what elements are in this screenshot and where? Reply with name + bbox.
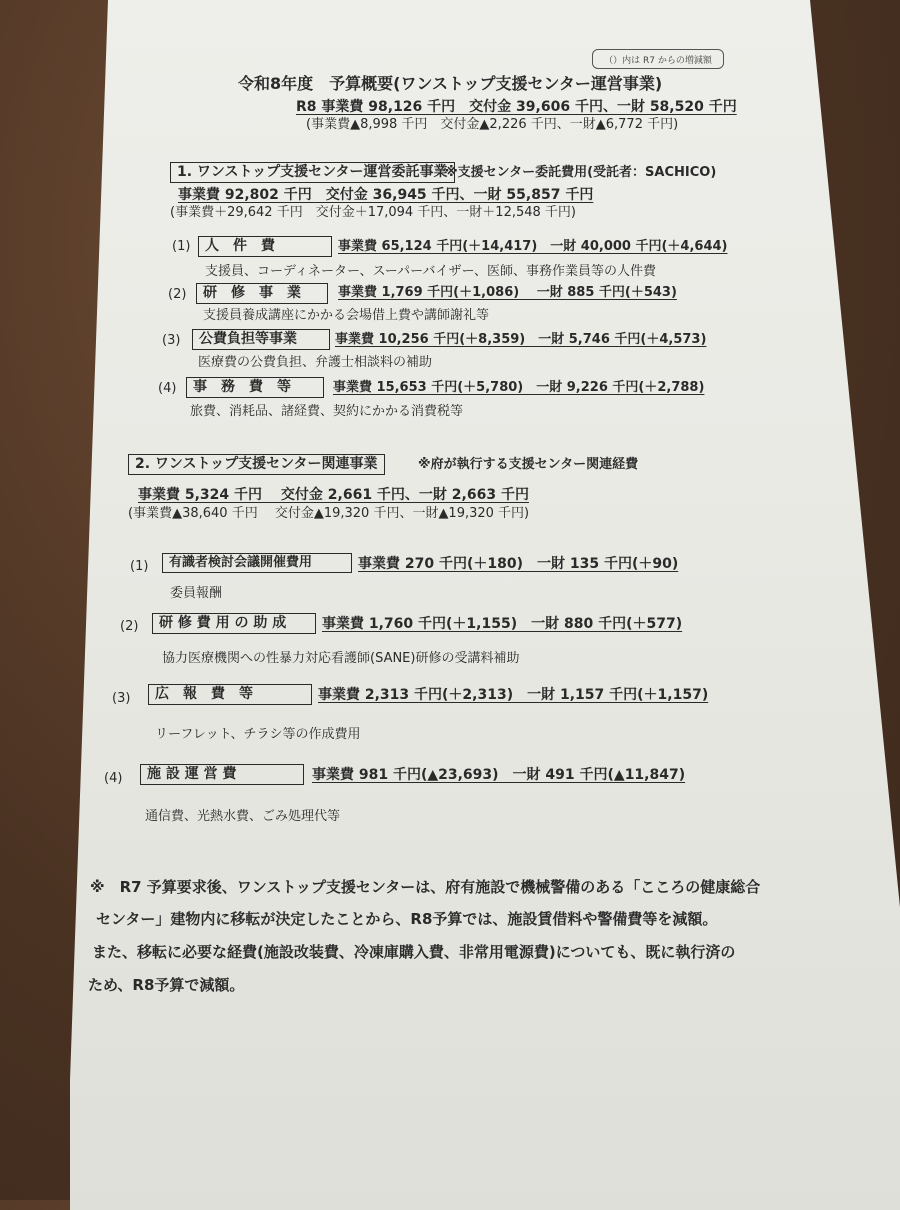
s2-item4-name: 施 設 運 営 費 (140, 764, 304, 785)
s2-item2-name: 研 修 費 用 の 助 成 (152, 613, 316, 634)
footnote-line4: ため、R8予算で減額。 (88, 976, 245, 994)
section1-remark: ※支援センター委託費用(受託者：SACHICO) (445, 165, 717, 180)
footnote-line2: センター」建物内に移転が決定したことから、R8予算では、施設賃借料や警備費等を減額。 (96, 910, 718, 928)
s1-item1-name: 人 件 費 (198, 236, 332, 257)
section1-diff: (事業費＋29,642 千円 交付金＋17,094 千円、一財＋12,548 千円) (170, 205, 577, 220)
section2-heading: 2. ワンストップ支援センター関連事業 (128, 454, 385, 475)
s2-item3-desc: リーフレット、チラシ等の作成費用 (155, 727, 361, 742)
s1-item3-name: 公費負担等事業 (192, 329, 330, 350)
s1-item4-amount: 事業費 15,653 千円(＋5,780) 一財 9,226 千円(＋2,788) (333, 380, 705, 395)
s2-item1-amount: 事業費 270 千円(＋180) 一財 135 千円(＋90) (358, 556, 679, 572)
s2-item3-amount: 事業費 2,313 千円(＋2,313) 一財 1,157 千円(＋1,157) (318, 687, 709, 703)
s1-item2-desc: 支援員養成講座にかかる会場借上費や講師謝礼等 (203, 308, 490, 323)
s2-item2-desc: 協力医療機関への性暴力対応看護師(SANE)研修の受講料補助 (162, 651, 520, 666)
document-title: 令和8年度 予算概要(ワンストップ支援センター運営事業) (238, 74, 663, 93)
section1-total: 事業費 92,802 千円 交付金 36,945 千円、一財 55,857 千円 (178, 187, 594, 203)
change-note: （）内は R7 からの増減額 (592, 49, 724, 69)
s1-item2-num: (2) (168, 287, 187, 302)
s2-item3-num: (3) (112, 691, 131, 706)
section2-diff: (事業費▲38,640 千円 交付金▲19,320 千円、一財▲19,320 千円) (128, 506, 530, 521)
s2-item4-num: (4) (104, 771, 123, 786)
s1-item1-num: (1) (172, 239, 191, 254)
s1-item2-name: 研 修 事 業 (196, 283, 328, 304)
s2-item1-num: (1) (130, 559, 149, 574)
s1-item4-name: 事 務 費 等 (186, 377, 324, 398)
s1-item3-num: (3) (162, 333, 181, 348)
s2-item4-amount: 事業費 981 千円(▲23,693) 一財 491 千円(▲11,847) (312, 767, 686, 783)
section2-remark: ※府が執行する支援センター関連経費 (418, 457, 639, 472)
s1-item4-num: (4) (158, 381, 177, 396)
s2-item1-desc: 委員報酬 (170, 586, 223, 601)
s1-item4-desc: 旅費、消耗品、諸経費、契約にかかる消費税等 (190, 404, 464, 419)
s1-item3-desc: 医療費の公費負担、弁護士相談料の補助 (198, 355, 433, 370)
s1-item1-amount: 事業費 65,124 千円(＋14,417) 一財 40,000 千円(＋4,644) (338, 239, 728, 254)
s1-item2-amount: 事業費 1,769 千円(＋1,086) 一財 885 千円(＋543) (338, 285, 677, 300)
s2-item4-desc: 通信費、光熱水費、ごみ処理代等 (145, 809, 341, 824)
s2-item3-name: 広 報 費 等 (148, 684, 312, 705)
s1-item1-desc: 支援員、コーディネーター、スーパーバイザー、医師、事務作業員等の人件費 (205, 264, 656, 279)
s2-item2-amount: 事業費 1,760 千円(＋1,155) 一財 880 千円(＋577) (322, 616, 683, 632)
section1-heading: 1. ワンストップ支援センター運営委託事業 (170, 162, 455, 183)
footnote-line3: また、移転に必要な経費(施設改装費、冷凍庫購入費、非常用電源費)についても、既に執行済の (92, 943, 736, 961)
s2-item1-name: 有識者検討会議開催費用 (162, 553, 352, 573)
total-budget: R8 事業費 98,126 千円 交付金 39,606 千円、一財 58,520 千円 (296, 99, 737, 115)
s2-item2-num: (2) (120, 619, 139, 634)
s1-item3-amount: 事業費 10,256 千円(＋8,359) 一財 5,746 千円(＋4,573) (335, 332, 707, 347)
total-diff: (事業費▲8,998 千円 交付金▲2,226 千円、一財▲6,772 千円) (306, 117, 679, 132)
section2-total: 事業費 5,324 千円 交付金 2,661 千円、一財 2,663 千円 (138, 487, 529, 503)
footnote-line1: ※ R7 予算要求後、ワンストップ支援センターは、府有施設で機械警備のある「こころの健康総合 (90, 878, 761, 896)
